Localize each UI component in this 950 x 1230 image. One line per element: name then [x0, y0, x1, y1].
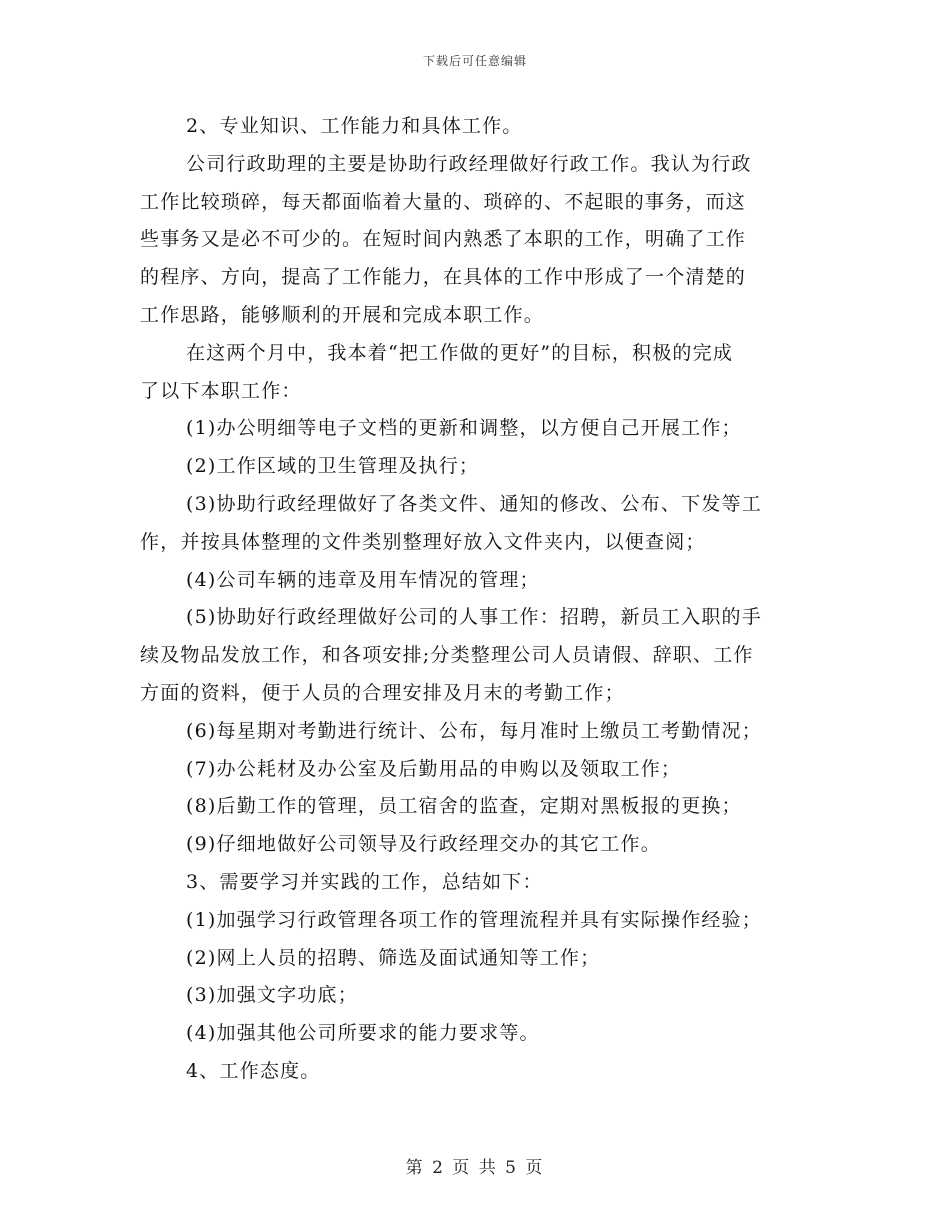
page-number: 第 2 页 共 5 页: [405, 1158, 545, 1178]
document-body: [140, 108, 810, 1091]
text-line: (9)仔细地做好公司领导及行政经理交办的其它工作。: [186, 833, 661, 856]
text-line: (6)每星期对考勤进行统计、公布，每月准时上缴员工考勤情况；: [186, 719, 762, 742]
text-line: 工作思路，能够顺利的开展和完成本职工作。: [140, 303, 545, 326]
text-line: 的程序、方向，提高了工作能力，在具体的工作中形成了一个清楚的: [140, 266, 747, 289]
text-line: 4、工作态度。: [186, 1059, 321, 1082]
text-line: 了以下本职工作：: [140, 379, 302, 402]
text-line: (1)办公明细等电子文档的更新和调整，以方便自己开展工作；: [186, 417, 742, 440]
text-line: 在这两个月中，我本着“把工作做的更好”的目标，积极的完成: [186, 341, 734, 364]
text-line: 工作比较琐碎，每天都面临着大量的、琐碎的、不起眼的事务，而这: [140, 190, 747, 213]
text-line: 些事务又是必不可少的。在短时间内熟悉了本职的工作，明确了工作: [140, 228, 747, 251]
text-line: 公司行政助理的主要是协助行政经理做好行政工作。我认为行政: [186, 152, 752, 175]
text-line: 作，并按具体整理的文件类别整理好放入文件夹内，以便查阅；: [140, 530, 706, 553]
text-line: (4)公司车辆的违章及用车情况的管理；: [186, 568, 540, 591]
page-header: 下载后可任意编辑: [422, 54, 527, 68]
text-line: 方面的资料，便于人员的合理安排及月末的考勤工作；: [140, 681, 625, 704]
text-line: 续及物品发放工作，和各项安排;分类整理公司人员请假、辞职、工作: [140, 644, 754, 667]
text-line: (4)加强其他公司所要求的能力要求等。: [186, 1022, 540, 1045]
text-line: (7)办公耗材及办公室及后勤用品的申购以及领取工作；: [186, 757, 682, 780]
text-line: (5)协助好行政经理做好公司的人事工作：招聘，新员工入职的手: [186, 606, 762, 629]
text-line: 2、专业知识、工作能力和具体工作。: [186, 115, 523, 137]
text-line: (3)协助行政经理做好了各类文件、通知的修改、公布、下发等工: [186, 492, 762, 515]
text-line: (8)后勤工作的管理，员工宿舍的监查，定期对黑板报的更换；: [186, 795, 742, 818]
text-line: (2)工作区域的卫生管理及执行；: [186, 455, 480, 478]
text-line: 3、需要学习并实践的工作，总结如下：: [186, 870, 543, 893]
text-line: (3)加强文字功底；: [186, 984, 358, 1007]
text-line: (2)网上人员的招聘、筛选及面试通知等工作；: [186, 946, 601, 969]
text-line: (1)加强学习行政管理各项工作的管理流程并具有实际操作经验；: [186, 908, 762, 931]
